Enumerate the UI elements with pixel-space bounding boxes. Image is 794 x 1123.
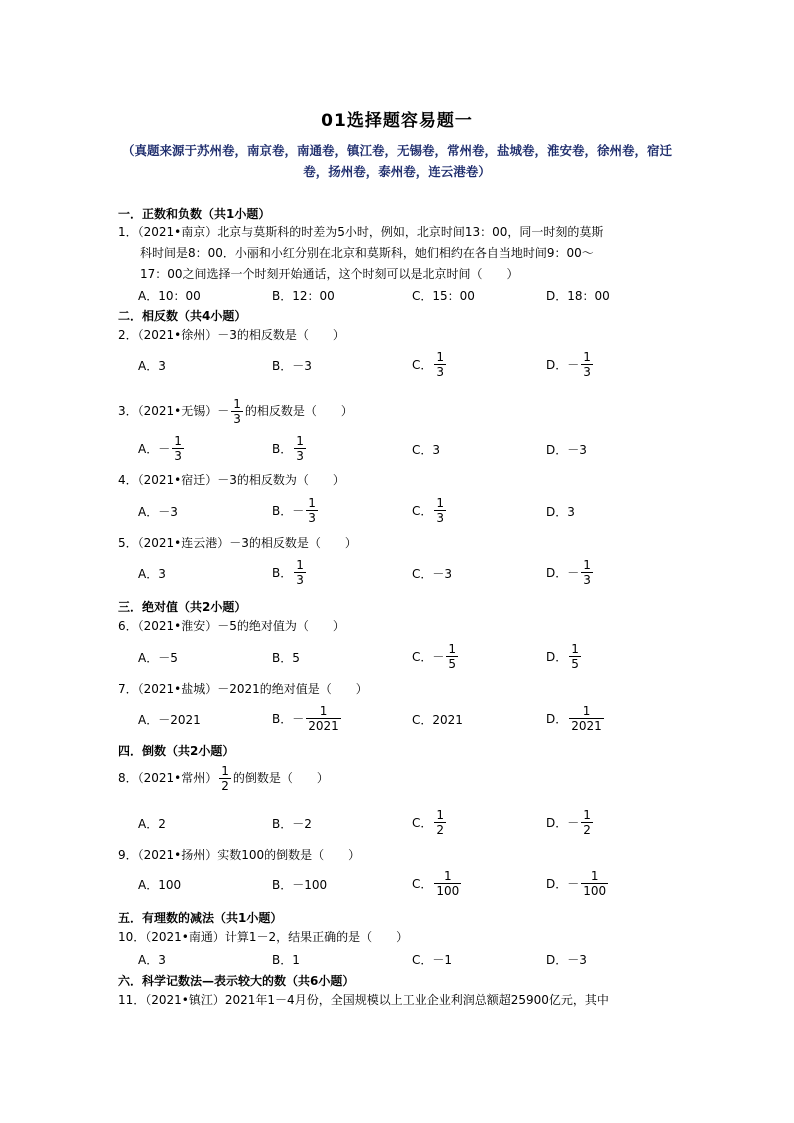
page-title: 01选择题容易题一 — [321, 111, 473, 131]
numerator: 1 — [436, 350, 445, 364]
q7-option-b-prefix: B．－ — [272, 712, 305, 726]
question-6-stem: 6．（2021•淮安）－5的绝对值为（ ） — [118, 619, 345, 633]
q2-option-d-fraction — [581, 350, 593, 379]
q7-option-d-prefix: D． — [546, 712, 568, 726]
q6-option-b[interactable]: B．5 — [272, 651, 300, 665]
denominator: 3 — [308, 511, 316, 525]
q5-option-c[interactable]: C．－3 — [412, 567, 453, 581]
section-heading-5: 五．有理数的减法（共1小题） — [118, 911, 283, 925]
q8-option-c[interactable] — [412, 808, 448, 837]
q8-option-c-fraction — [434, 808, 446, 837]
q2-option-c-fraction — [434, 350, 446, 379]
q3-option-c[interactable]: C．3 — [412, 443, 441, 457]
q10-option-a[interactable]: A．3 — [138, 953, 166, 967]
q7-option-b[interactable] — [272, 704, 343, 733]
denominator: 3 — [174, 449, 182, 463]
q9-option-d[interactable] — [546, 869, 610, 898]
question-8-prefix: 8．（2021•常州） — [118, 771, 218, 785]
q4-option-a[interactable]: A．－3 — [138, 505, 178, 519]
numerator: 1 — [233, 397, 241, 411]
q5-option-d-prefix: D．－ — [546, 566, 580, 580]
q7-option-b-fraction — [306, 704, 341, 733]
numerator: 1 — [174, 434, 182, 448]
numerator: 1 — [319, 704, 328, 718]
numerator: 1 — [296, 558, 304, 572]
q4-option-b-prefix: B．－ — [272, 504, 305, 518]
q4-option-c-prefix: C． — [412, 504, 433, 518]
q9-option-c-fraction — [434, 869, 461, 898]
question-2-stem: 2．（2021•徐州）－3的相反数是（ ） — [118, 328, 345, 342]
question-11-stem: 11．（2021•镇江）2021年1－4月份，全国规模以上工业企业利润总额超25900亿元，其中 — [118, 993, 609, 1007]
question-1-line3: 17：00之间选择一个时刻开始通话，这个时刻可以是北京时间（ ） — [140, 267, 519, 281]
q9-option-a[interactable]: A．100 — [138, 878, 182, 892]
question-1-line2: 科时间是8：00．小丽和小红分别在北京和莫斯科，她们相约在各自当地时间9：00～ — [140, 246, 594, 260]
numerator: 1 — [582, 704, 591, 718]
section-heading-6: 六．科学记数法—表示较大的数（共6小题） — [118, 974, 355, 988]
question-10-stem: 10．（2021•南通）计算1－2，结果正确的是（ ） — [118, 930, 409, 944]
question-4-stem: 4．（2021•宿迁）－3的相反数为（ ） — [118, 473, 345, 487]
q10-option-c[interactable]: C．－1 — [412, 953, 453, 967]
numerator: 1 — [436, 808, 445, 822]
q3-option-b-fraction — [294, 434, 306, 463]
q10-option-d[interactable]: D．－3 — [546, 953, 587, 967]
denominator: 3 — [436, 511, 445, 525]
denominator: 2021 — [571, 719, 602, 733]
question-8-suffix: 的倒数是（ ） — [232, 771, 329, 785]
q1-option-a[interactable]: A．10：00 — [138, 289, 201, 303]
q1-option-c[interactable]: C．15：00 — [412, 289, 475, 303]
q8-option-c-prefix: C． — [412, 816, 433, 830]
numerator: 1 — [590, 869, 599, 883]
q3-option-a-fraction — [172, 434, 184, 463]
question-8-stem — [118, 764, 329, 793]
numerator: 1 — [444, 869, 452, 883]
q6-option-d[interactable] — [546, 642, 583, 671]
q3-option-b-prefix: B． — [272, 442, 293, 456]
q4-option-d[interactable]: D．3 — [546, 505, 575, 519]
q10-option-b[interactable]: B．1 — [272, 953, 300, 967]
q4-option-c-fraction — [434, 496, 446, 525]
q1-option-d[interactable]: D．18：00 — [546, 289, 610, 303]
page-subtitle: （真题来源于苏州卷，南京卷，南通卷，镇江卷，无锡卷，常州卷，盐城卷，淮安卷，徐州卷，宿迁卷，扬州卷，泰州卷，连云港卷） — [121, 143, 672, 179]
q2-option-a[interactable]: A．3 — [138, 359, 166, 373]
q7-option-c[interactable]: C．2021 — [412, 713, 463, 727]
question-9-stem: 9．（2021•扬州）实数100的倒数是（ ） — [118, 848, 361, 862]
denominator: 3 — [233, 412, 241, 426]
q6-option-a[interactable]: A．－5 — [138, 651, 178, 665]
q6-option-d-fraction — [569, 642, 581, 671]
q2-option-b[interactable]: B．－3 — [272, 359, 312, 373]
numerator: 1 — [571, 642, 579, 656]
q2-option-d[interactable] — [546, 350, 595, 379]
section-heading-4: 四．倒数（共2小题） — [118, 744, 235, 758]
q5-option-b-fraction — [294, 558, 306, 587]
numerator: 1 — [221, 764, 229, 778]
q6-option-c[interactable] — [412, 642, 460, 671]
q6-option-d-prefix: D． — [546, 650, 568, 664]
question-1 — [118, 222, 678, 285]
denominator: 3 — [296, 573, 304, 587]
question-3-suffix: 的相反数是（ ） — [244, 404, 353, 418]
denominator: 5 — [571, 657, 579, 671]
q8-option-b[interactable]: B．－2 — [272, 817, 312, 831]
q6-option-c-fraction — [446, 642, 458, 671]
denominator: 2021 — [308, 719, 339, 733]
numerator: 1 — [583, 808, 591, 822]
section-heading-1: 一．正数和负数（共1小题） — [118, 207, 271, 221]
question-3-prefix: 3．（2021•无锡）－ — [118, 404, 230, 418]
q5-option-b[interactable] — [272, 558, 308, 587]
question-3-stem — [118, 397, 353, 426]
question-3-fraction — [231, 397, 243, 426]
q5-option-d-fraction — [581, 558, 593, 587]
numerator: 1 — [583, 558, 591, 572]
numerator: 1 — [436, 496, 445, 510]
denominator: 3 — [583, 365, 591, 379]
denominator: 3 — [296, 449, 304, 463]
question-7-stem: 7．（2021•盐城）－2021的绝对值是（ ） — [118, 682, 368, 696]
q9-option-b[interactable]: B．－100 — [272, 878, 328, 892]
denominator: 2 — [436, 823, 445, 837]
question-8-fraction — [219, 764, 231, 793]
q9-option-d-prefix: D．－ — [546, 877, 580, 891]
denominator: 100 — [583, 884, 607, 898]
section-heading-2: 二．相反数（共4小题） — [118, 309, 247, 323]
q8-option-a[interactable]: A．2 — [138, 817, 166, 831]
q5-option-b-prefix: B． — [272, 566, 293, 580]
q3-option-b[interactable] — [272, 434, 308, 463]
denominator: 100 — [436, 884, 460, 898]
denominator: 5 — [448, 657, 457, 671]
q4-option-b[interactable] — [272, 496, 320, 525]
q7-option-d-fraction — [569, 704, 604, 733]
q9-option-c[interactable] — [412, 869, 463, 898]
question-1-line1: 1．（2021•南京）北京与莫斯科的时差为5小时，例如，北京时间13：00，同一时刻的莫斯 — [118, 225, 604, 239]
section-heading-3: 三．绝对值（共2小题） — [118, 600, 247, 614]
question-5-stem: 5．（2021•连云港）－3的相反数是（ ） — [118, 536, 357, 550]
q4-option-c[interactable] — [412, 496, 448, 525]
q7-option-a[interactable]: A．－2021 — [138, 713, 201, 727]
q2-option-d-prefix: D．－ — [546, 358, 580, 372]
q8-option-d-fraction — [581, 808, 593, 837]
numerator: 1 — [308, 496, 316, 510]
numerator: 1 — [448, 642, 457, 656]
q5-option-d[interactable] — [546, 558, 595, 587]
q4-option-b-fraction — [306, 496, 318, 525]
q3-option-d[interactable]: D．－3 — [546, 443, 587, 457]
denominator: 3 — [436, 365, 445, 379]
q5-option-a[interactable]: A．3 — [138, 567, 166, 581]
q8-option-d[interactable] — [546, 808, 595, 837]
q9-option-c-prefix: C． — [412, 877, 433, 891]
q6-option-c-prefix: C．－ — [412, 650, 445, 664]
q2-option-c-prefix: C． — [412, 358, 433, 372]
denominator: 2 — [583, 823, 591, 837]
q2-option-c[interactable] — [412, 350, 448, 379]
q1-option-b[interactable]: B．12：00 — [272, 289, 335, 303]
denominator: 2 — [221, 779, 229, 793]
denominator: 3 — [583, 573, 591, 587]
q7-option-d[interactable] — [546, 704, 606, 733]
q9-option-d-fraction — [581, 869, 608, 898]
q8-option-d-prefix: D．－ — [546, 816, 580, 830]
numerator: 1 — [296, 434, 304, 448]
q3-option-a-prefix: A．－ — [138, 442, 171, 456]
numerator: 1 — [583, 350, 591, 364]
q3-option-a[interactable] — [138, 434, 186, 463]
